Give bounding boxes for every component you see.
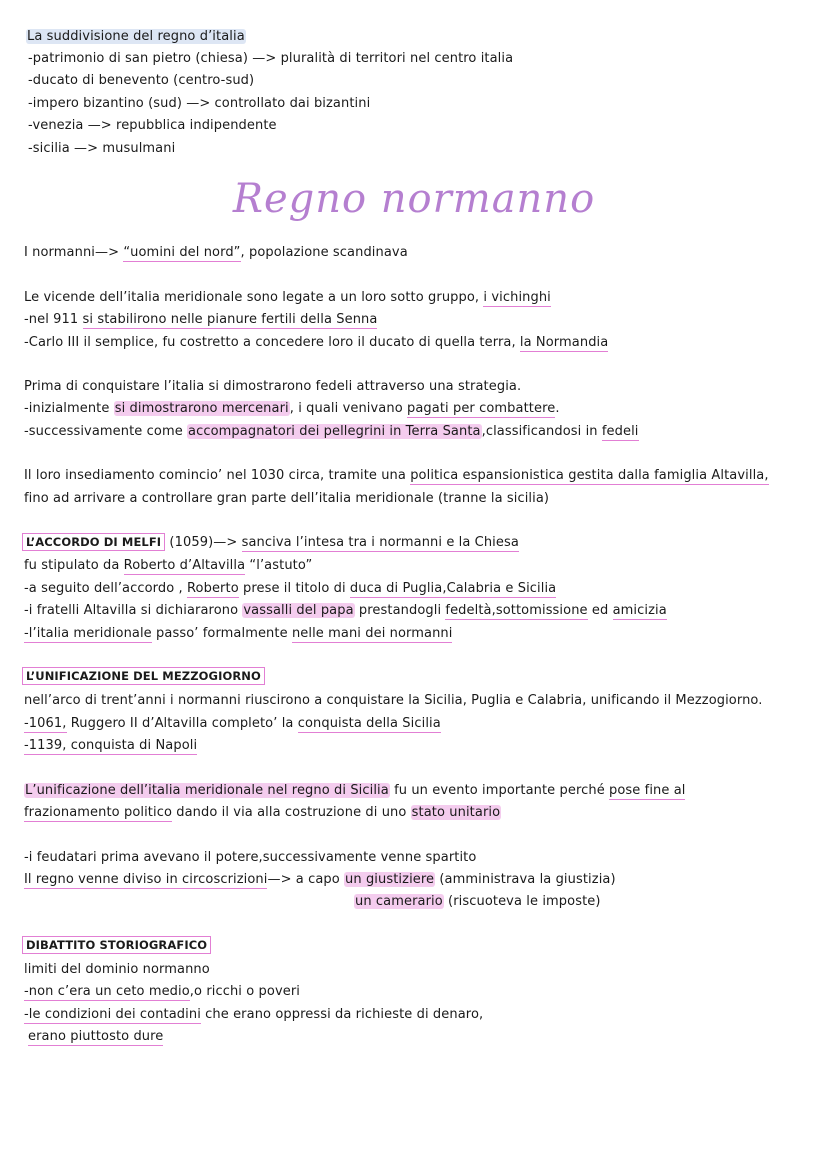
- dibattito-line-3: -le condizioni dei contadini che erano oppressi da richieste di denaro,: [24, 1007, 484, 1022]
- strategia-line-1: Prima di conquistare l’italia si dimostrarono fedeli attraverso una strategia.: [24, 379, 522, 394]
- evento-line-1: L’unificazione dell’italia meridionale nel regno di Sicilia fu un evento importante perché pose fine al: [25, 783, 686, 798]
- unificazione-line-1: nell’arco di trent’anni i normanni riuscirono a conquistare la Sicilia, Puglia e Calabria, unificando il Mezzogiorno.: [24, 693, 763, 708]
- vicende-line-2: -nel 911 si stabilirono nelle pianure fertili della Senna: [24, 312, 378, 327]
- intro-heading: La suddivisione del regno d’italia: [27, 29, 245, 44]
- unificazione-line-3: -1139, conquista di Napoli: [24, 738, 198, 753]
- vicende-line-1: Le vicende dell’italia meridionale sono legate a un loro sotto gruppo, i vichinghi: [24, 290, 551, 305]
- strategia-line-2: -inizialmente si dimostrarono mercenari, i quali venivano pagati per combattere.: [24, 401, 560, 416]
- melfi-line-2: fu stipulato da Roberto d’Altavilla “l’astuto”: [24, 558, 313, 573]
- intro-item: -impero bizantino (sud) —> controllato dai bizantini: [28, 96, 371, 111]
- dibattito-line-4: erano piuttosto dure: [28, 1029, 164, 1044]
- intro-item: -ducato di benevento (centro-sud): [28, 73, 255, 88]
- vicende-line-3: -Carlo III il semplice, fu costretto a concedere loro il ducato di quella terra, la Normandia: [24, 335, 609, 350]
- intro-item: -sicilia —> musulmani: [28, 141, 176, 156]
- insediamento-line-1: Il loro insediamento comincio’ nel 1030 circa, tramite una politica espansionistica gestita dalla famiglia Altavilla,: [24, 468, 769, 483]
- dibattito-heading-line: [22, 937, 211, 954]
- strategia-line-3: -successivamente come accompagnatori dei pellegrini in Terra Santa,classificandosi in fedeli: [24, 424, 639, 439]
- melfi-line-5: -l’italia meridionale passo’ formalmente nelle mani dei normanni: [24, 626, 453, 641]
- normanni-line: I normanni—> “uomini del nord”, popolazione scandinava: [24, 245, 408, 260]
- melfi-heading: L’ACCORDO DI MELFI: [22, 533, 165, 551]
- intro-item: -venezia —> repubblica indipendente: [28, 118, 277, 133]
- feudatari-line-3: un camerario (riscuoteva le imposte): [355, 894, 601, 909]
- dibattito-heading: DIBATTITO STORIOGRAFICO: [22, 936, 211, 954]
- page-title: Regno normanno: [232, 176, 596, 222]
- feudatari-line-2: Il regno venne diviso in circoscrizioni—> a capo un giustiziere (amministrava la giustizia): [24, 872, 616, 887]
- unificazione-heading-line: [22, 668, 265, 685]
- intro-item: -patrimonio di san pietro (chiesa) —> pluralità di territori nel centro italia: [28, 51, 514, 66]
- feudatari-line-1: -i feudatari prima avevano il potere,successivamente venne spartito: [24, 850, 477, 865]
- insediamento-line-2: fino ad arrivare a controllare gran parte dell’italia meridionale (tranne la sicilia): [24, 491, 550, 506]
- dibattito-line-2: -non c’era un ceto medio,o ricchi o poveri: [24, 984, 300, 999]
- dibattito-line-1: limiti del dominio normanno: [24, 962, 210, 977]
- unificazione-heading: L’UNIFICAZIONE DEL MEZZOGIORNO: [22, 667, 265, 685]
- melfi-line-4: -i fratelli Altavilla si dichiararono vassalli del papa prestandogli fedeltà,sottomissione ed amicizia: [24, 603, 667, 618]
- melfi-line-1: L’ACCORDO DI MELFI (1059)—> sanciva l’intesa tra i normanni e la Chiesa: [22, 534, 519, 551]
- unificazione-line-2: -1061, Ruggero II d’Altavilla completo’ la conquista della Sicilia: [24, 716, 441, 731]
- evento-line-2: frazionamento politico dando il via alla costruzione di uno stato unitario: [24, 805, 501, 820]
- melfi-line-3: -a seguito dell’accordo , Roberto prese il titolo di duca di Puglia,Calabria e Sicilia: [24, 581, 557, 596]
